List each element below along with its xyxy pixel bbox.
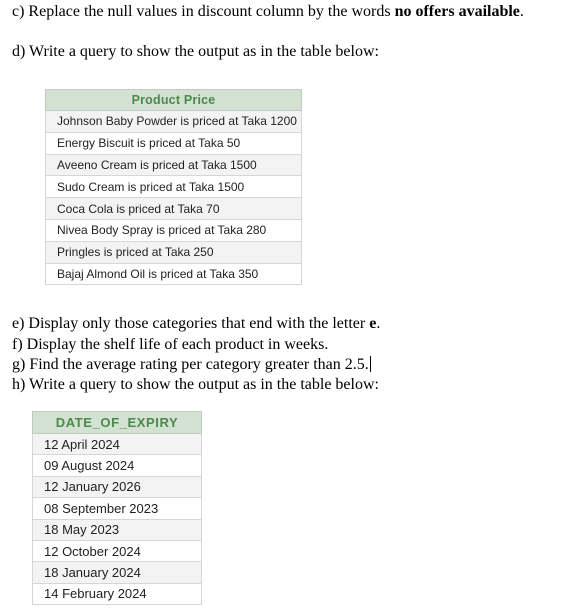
table-cell: 12 January 2026 bbox=[33, 476, 202, 497]
product-price-header: Product Price bbox=[46, 90, 302, 111]
question-f: f) Display the shelf life of each product in weeks. bbox=[12, 336, 329, 353]
question-h: h) Write a query to show the output as in the table below: bbox=[12, 376, 379, 393]
question-e-text: e) Display only those categories that end with the letter bbox=[12, 315, 370, 332]
date-of-expiry-table bbox=[32, 411, 202, 605]
table-row bbox=[46, 219, 302, 241]
table-row bbox=[46, 154, 302, 176]
table-cell: Johnson Baby Powder is priced at Taka 1200 bbox=[46, 111, 302, 133]
table-cell: 12 April 2024 bbox=[33, 434, 202, 455]
date-of-expiry-header: DATE_OF_EXPIRY bbox=[33, 412, 202, 434]
table-row bbox=[33, 455, 202, 476]
table-cell: Energy Biscuit is priced at Taka 50 bbox=[46, 132, 302, 154]
table-row bbox=[46, 241, 302, 263]
question-g-text: g) Find the average rating per category greater than 2.5. bbox=[12, 356, 369, 373]
question-e-suffix: . bbox=[376, 315, 381, 332]
table-row bbox=[46, 132, 302, 154]
table-cell: 12 October 2024 bbox=[33, 540, 202, 561]
table-cell: 09 August 2024 bbox=[33, 455, 202, 476]
table-row bbox=[33, 562, 202, 583]
table-row bbox=[46, 198, 302, 220]
question-g[interactable] bbox=[12, 355, 371, 375]
table-cell: Pringles is priced at Taka 250 bbox=[46, 241, 302, 263]
question-c-text: c) Replace the null values in discount column by the words bbox=[12, 3, 395, 20]
table-row bbox=[46, 263, 302, 285]
text-cursor bbox=[370, 356, 371, 372]
question-e bbox=[12, 314, 380, 334]
question-c-bold: no offers available bbox=[394, 3, 520, 20]
table-cell: 14 February 2024 bbox=[33, 583, 202, 604]
question-c-suffix: . bbox=[519, 3, 524, 20]
table-row bbox=[33, 498, 202, 519]
table-row bbox=[33, 476, 202, 497]
question-e-bold: e bbox=[369, 315, 377, 332]
table-row bbox=[46, 111, 302, 133]
question-c bbox=[12, 2, 524, 22]
product-price-table bbox=[45, 89, 302, 285]
table-row bbox=[33, 540, 202, 561]
table-cell: Aveeno Cream is priced at Taka 1500 bbox=[46, 154, 302, 176]
table-cell: 18 May 2023 bbox=[33, 519, 202, 540]
table-row bbox=[33, 434, 202, 455]
table-cell: Coca Cola is priced at Taka 70 bbox=[46, 198, 302, 220]
table-cell: 08 September 2023 bbox=[33, 498, 202, 519]
table-cell: Nivea Body Spray is priced at Taka 280 bbox=[46, 219, 302, 241]
table-row bbox=[46, 176, 302, 198]
table-row bbox=[33, 519, 202, 540]
table-row bbox=[33, 583, 202, 604]
question-d: d) Write a query to show the output as in the table below: bbox=[12, 43, 379, 60]
table-cell: 18 January 2024 bbox=[33, 562, 202, 583]
table-cell: Bajaj Almond Oil is priced at Taka 350 bbox=[46, 263, 302, 285]
table-cell: Sudo Cream is priced at Taka 1500 bbox=[46, 176, 302, 198]
